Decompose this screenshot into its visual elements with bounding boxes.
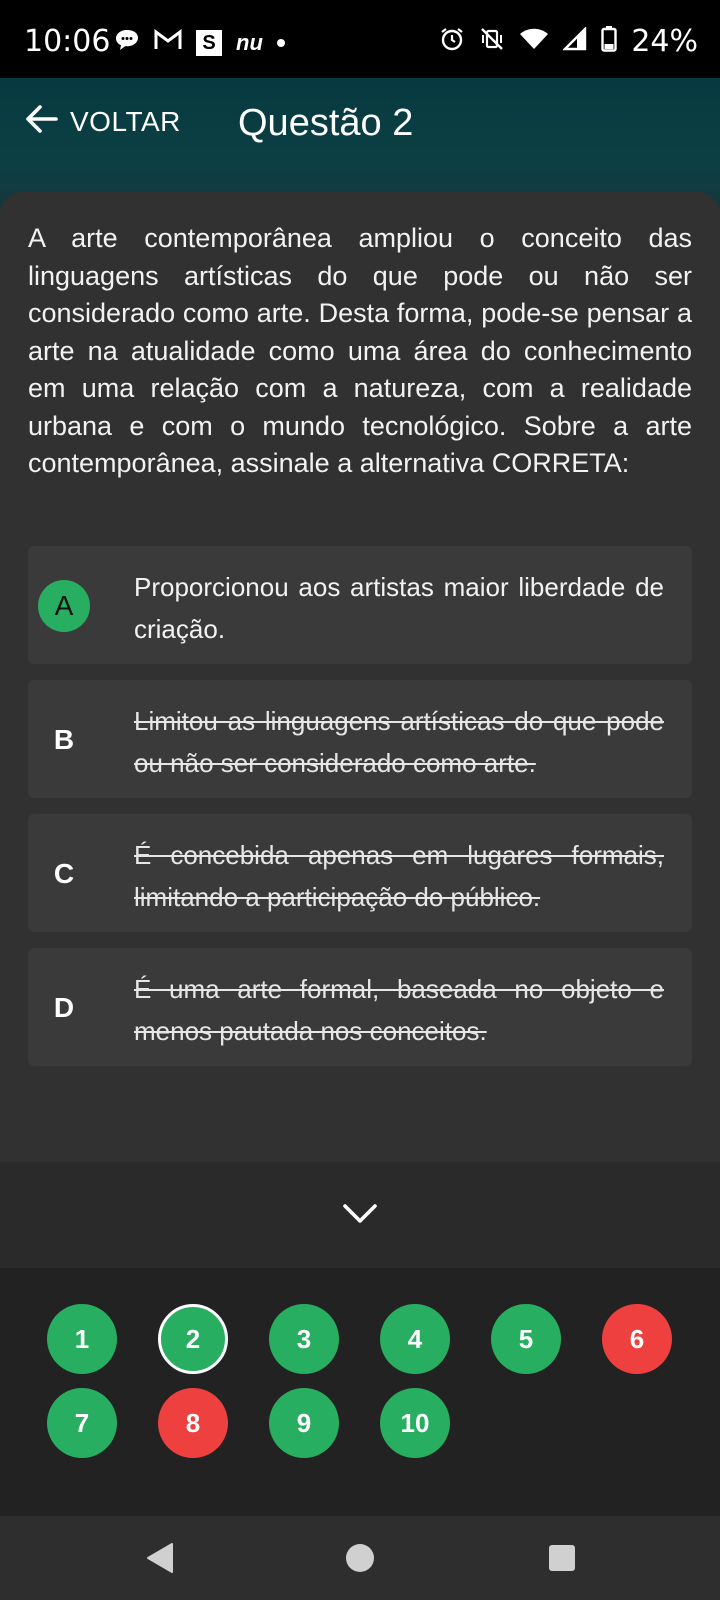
option-letter-b: B	[53, 724, 75, 755]
alarm-icon	[439, 26, 465, 57]
vibrate-off-icon	[479, 26, 505, 57]
notification-icons	[114, 28, 285, 57]
status-time: 10:06	[24, 24, 111, 59]
wifi-icon	[519, 27, 549, 56]
recents-square-icon[interactable]	[548, 1542, 576, 1579]
question-text: A arte contemporânea ampliou o conceito das linguagens artísticas do que pode ou não ser considerado como arte. Desta forma, pode-se pensar a arte na atualidade como uma área do conhecimento em uma relação com a natureza, com a realidade urbana e com o mundo tecnológico. Sobre a arte contemporânea, assinale a alternativa CORRETA:	[28, 223, 692, 478]
option-text-b: Limitou as linguagens artísticas do que pode ou não ser considerado como arte.	[134, 706, 664, 778]
question-button-1[interactable]: 1	[47, 1304, 117, 1374]
option-letter-c: C	[53, 858, 75, 889]
back-triangle-icon[interactable]	[146, 1542, 174, 1579]
question-button-3[interactable]: 3	[269, 1304, 339, 1374]
option-letter-a: A	[38, 580, 90, 632]
arrow-left-icon	[24, 104, 58, 139]
system-icons	[439, 24, 698, 59]
question-button-2[interactable]: 2	[158, 1304, 228, 1374]
option-d[interactable]	[28, 948, 692, 1066]
question-button-9[interactable]: 9	[269, 1388, 339, 1458]
dot-icon	[277, 39, 285, 47]
question-button-7[interactable]: 7	[47, 1388, 117, 1458]
navigator-toggle[interactable]	[0, 1162, 720, 1268]
battery-percent: 24%	[631, 24, 698, 59]
chat-bubble-icon	[114, 28, 140, 57]
option-a[interactable]	[28, 546, 692, 664]
system-nav-bar	[0, 1516, 720, 1600]
back-label: VOLTAR	[70, 105, 181, 137]
gmail-icon	[154, 29, 182, 56]
option-text-c: É concebida apenas em lugares formais, limitando a participação do público.	[134, 840, 664, 912]
option-letter-d: D	[53, 992, 75, 1023]
question-card	[0, 192, 720, 1162]
question-button-5[interactable]: 5	[491, 1304, 561, 1374]
status-bar	[0, 0, 720, 78]
back-button[interactable]	[24, 104, 181, 139]
question-button-10[interactable]: 10	[380, 1388, 450, 1458]
s-app-icon: S	[196, 30, 222, 56]
option-text-d: É uma arte formal, baseada no objeto e menos pautada nos conceitos.	[134, 974, 664, 1046]
home-circle-icon[interactable]	[345, 1542, 375, 1579]
nu-app-icon: nu	[236, 29, 263, 55]
question-button-4[interactable]: 4	[380, 1304, 450, 1374]
option-c[interactable]	[28, 814, 692, 932]
battery-icon	[601, 26, 617, 57]
option-b[interactable]	[28, 680, 692, 798]
question-navigator	[0, 1268, 720, 1516]
question-button-8[interactable]: 8	[158, 1388, 228, 1458]
page-title: Questão 2	[238, 102, 414, 144]
question-button-6[interactable]: 6	[602, 1304, 672, 1374]
signal-icon	[563, 27, 587, 56]
chevron-down-icon	[342, 1202, 378, 1231]
option-text-a: Proporcionou aos artistas maior liberdade de criação.	[134, 572, 664, 644]
